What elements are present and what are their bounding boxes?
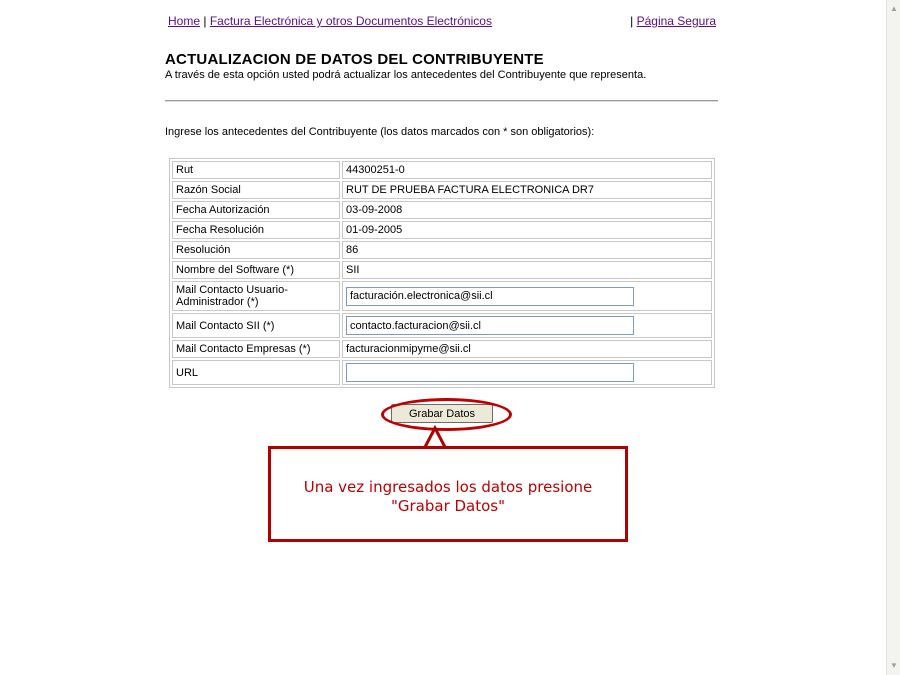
row-value-mail-empresas: facturacionmipyme@sii.cl (342, 340, 712, 358)
nav-separator: | (203, 14, 207, 28)
table-row (172, 161, 712, 179)
row-label-mail-usuario-admin: Mail Contacto Usuario-Administrador (*) (172, 281, 340, 311)
row-label-nombre-software: Nombre del Software (*) (172, 261, 340, 279)
home-link[interactable]: Home (168, 14, 201, 28)
row-cell-mail-sii (342, 313, 712, 338)
row-label-resolucion: Resolución (172, 241, 340, 259)
nav-separator-secure: | (630, 14, 634, 28)
row-label-razon-social: Razón Social (172, 181, 340, 199)
form-instructions: Ingrese los antecedentes del Contribuyente (los datos marcados con * son obligatorios): (165, 126, 595, 138)
row-label-rut: Rut (172, 161, 340, 179)
table-row (172, 281, 712, 311)
grabar-datos-button[interactable]: Grabar Datos (391, 404, 493, 423)
row-value-nombre-software: SII (342, 261, 712, 279)
row-label-fecha-resolucion: Fecha Resolución (172, 221, 340, 239)
mail-sii-input[interactable] (346, 316, 634, 335)
url-input[interactable] (346, 363, 634, 382)
table-row (172, 241, 712, 259)
pagina-segura-link[interactable]: Página Segura (636, 14, 716, 28)
row-label-mail-sii: Mail Contacto SII (*) (172, 313, 340, 338)
table-row (172, 221, 712, 239)
table-row (172, 313, 712, 338)
annotation-line-1: Una vez ingresados los datos presione (303, 478, 593, 496)
table-row (172, 181, 712, 199)
annotation-callout (268, 446, 628, 542)
page-title: ACTUALIZACION DE DATOS DEL CONTRIBUYENTE (165, 51, 544, 68)
table-row (172, 340, 712, 358)
page-subtitle: A través de esta opción usted podrá actualizar los antecedentes del Contribuyente que representa. (165, 69, 647, 81)
table-row (172, 360, 712, 385)
vertical-scrollbar[interactable] (886, 0, 900, 675)
nav-right (630, 14, 716, 28)
row-cell-mail-usuario-admin (342, 281, 712, 311)
row-value-razon-social: RUT DE PRUEBA FACTURA ELECTRONICA DR7 (342, 181, 712, 199)
table-row (172, 201, 712, 219)
row-value-resolucion: 86 (342, 241, 712, 259)
row-value-fecha-autorizacion: 03-09-2008 (342, 201, 712, 219)
table-row (172, 261, 712, 279)
row-value-fecha-resolucion: 01-09-2005 (342, 221, 712, 239)
annotation-line-2: "Grabar Datos" (390, 497, 506, 515)
nav-left (168, 14, 492, 28)
row-label-url: URL (172, 360, 340, 385)
row-label-mail-empresas: Mail Contacto Empresas (*) (172, 340, 340, 358)
row-cell-url (342, 360, 712, 385)
divider (165, 100, 718, 102)
row-label-fecha-autorizacion: Fecha Autorización (172, 201, 340, 219)
scroll-up-icon[interactable]: ▲ (890, 4, 898, 13)
mail-usuario-admin-input[interactable] (346, 287, 634, 306)
factura-electronica-link[interactable]: Factura Electrónica y otros Documentos Electrónicos (209, 14, 492, 28)
scroll-down-icon[interactable]: ▼ (890, 661, 898, 670)
contribuyente-form-table (169, 158, 715, 388)
row-value-rut: 44300251-0 (342, 161, 712, 179)
